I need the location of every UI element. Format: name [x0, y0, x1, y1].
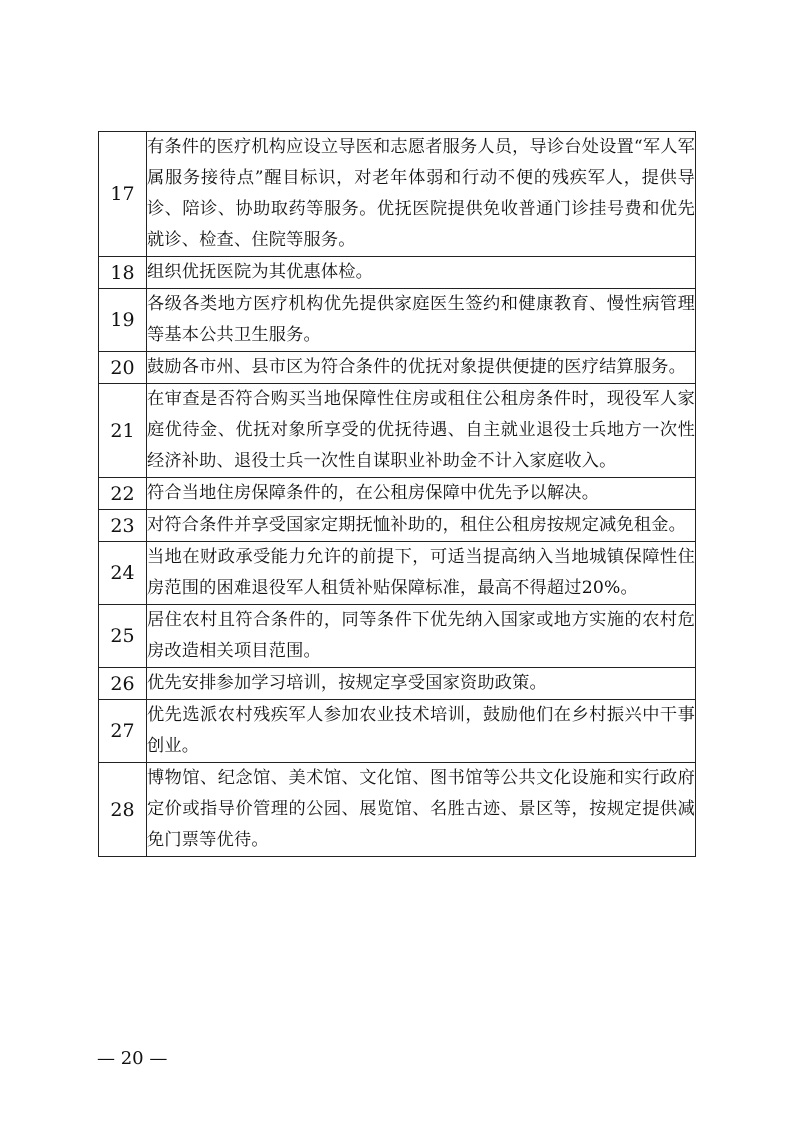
table-row	[99, 132, 696, 257]
row-text: 符合当地住房保障条件的，在公租房保障中优先予以解决。	[147, 478, 696, 510]
table-row	[99, 605, 696, 668]
table-row	[99, 289, 696, 352]
row-text: 各级各类地方医疗机构优先提供家庭医生签约和健康教育、慢性病管理等基本公共卫生服务。	[147, 289, 696, 352]
row-text: 优先选派农村残疾军人参加农业技术培训，鼓励他们在乡村振兴中干事创业。	[147, 700, 696, 763]
row-text: 有条件的医疗机构应设立导医和志愿者服务人员，导诊台处设置“军人军属服务接待点”醒目标识，对老年体弱和行动不便的残疾军人，提供导诊、陪诊、协助取药等服务。优抚医院提供免收普通门诊挂号费和优先就诊、检查、住院等服务。	[147, 132, 696, 257]
table-row	[99, 542, 696, 605]
row-number: 17	[99, 132, 147, 257]
row-number: 20	[99, 352, 147, 384]
row-text: 在审查是否符合购买当地保障性住房或租住公租房条件时，现役军人家庭优待金、优抚对象所享受的优抚待遇、自主就业退役士兵地方一次性经济补助、退役士兵一次性自谋职业补助金不计入家庭收入。	[147, 384, 696, 478]
row-number: 19	[99, 289, 147, 352]
table-row	[99, 510, 696, 542]
policy-table	[98, 131, 696, 857]
row-text: 博物馆、纪念馆、美术馆、文化馆、图书馆等公共文化设施和实行政府定价或指导价管理的公园、展览馆、名胜古迹、景区等，按规定提供减免门票等优待。	[147, 763, 696, 857]
row-number: 23	[99, 510, 147, 542]
row-number: 26	[99, 668, 147, 700]
row-number: 27	[99, 700, 147, 763]
row-number: 25	[99, 605, 147, 668]
table-row	[99, 384, 696, 478]
row-text: 居住农村且符合条件的，同等条件下优先纳入国家或地方实施的农村危房改造相关项目范围。	[147, 605, 696, 668]
row-text: 优先安排参加学习培训，按规定享受国家资助政策。	[147, 668, 696, 700]
row-text: 鼓励各市州、县市区为符合条件的优抚对象提供便捷的医疗结算服务。	[147, 352, 696, 384]
table-row	[99, 257, 696, 289]
table-row	[99, 352, 696, 384]
row-number: 28	[99, 763, 147, 857]
row-text: 对符合条件并享受国家定期抚恤补助的，租住公租房按规定减免租金。	[147, 510, 696, 542]
table-row	[99, 763, 696, 857]
row-text: 组织优抚医院为其优惠体检。	[147, 257, 696, 289]
table-row	[99, 668, 696, 700]
row-number: 24	[99, 542, 147, 605]
row-number: 22	[99, 478, 147, 510]
table-row	[99, 700, 696, 763]
row-number: 21	[99, 384, 147, 478]
page-number: — 20 —	[97, 1048, 168, 1069]
table-row	[99, 478, 696, 510]
row-text: 当地在财政承受能力允许的前提下，可适当提高纳入当地城镇保障性住房范围的困难退役军人租赁补贴保障标准，最高不得超过20%。	[147, 542, 696, 605]
row-number: 18	[99, 257, 147, 289]
